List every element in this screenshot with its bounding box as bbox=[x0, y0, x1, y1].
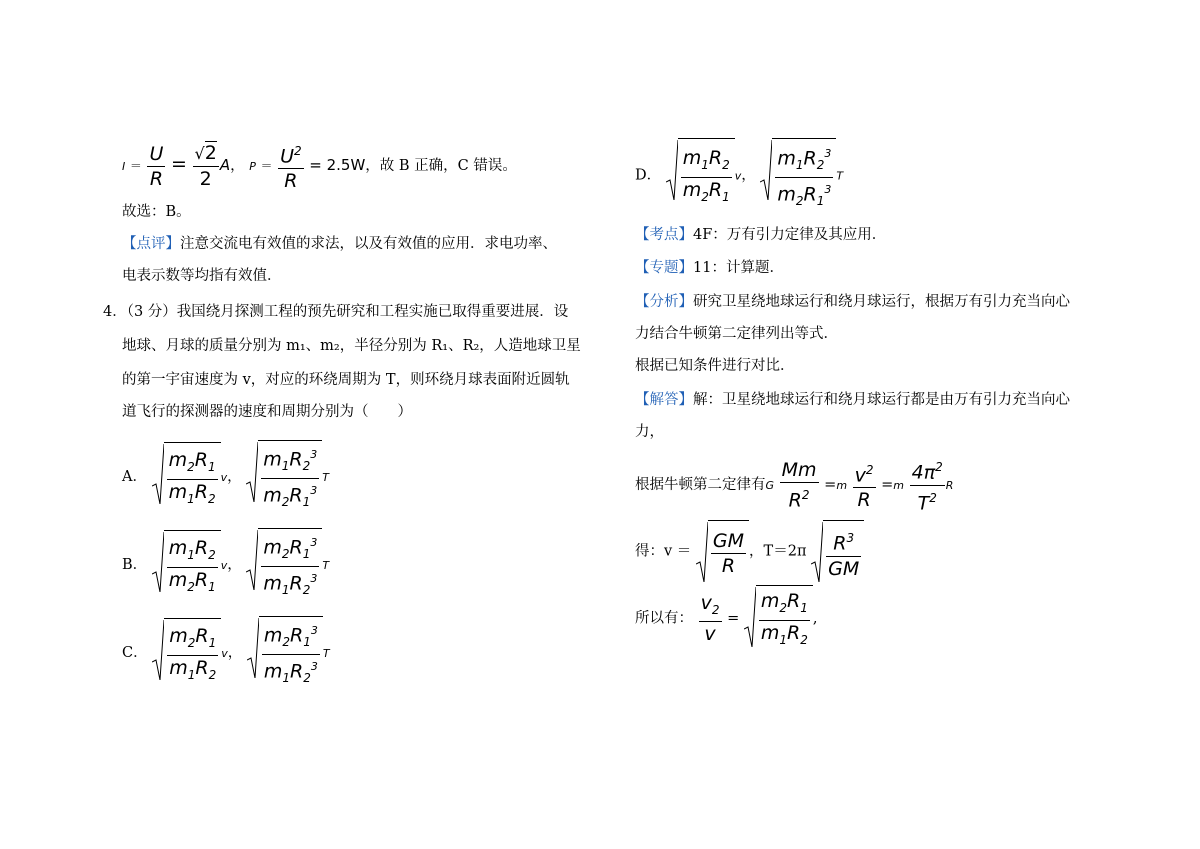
zhuanti-tag: 【专题】 bbox=[635, 260, 693, 276]
question-4-line-2: 地球、月球的质量分别为 m₁、m₂，半径分别为 R₁、R₂，人造地球卫星 bbox=[122, 338, 581, 354]
formula-line-current-power: I ＝ $\frac{U}{R}$ = $\frac{√2}{2}$ A， P ＝ $\frac{U^2}{R}$ = 2.5W，故 B 正确，C 错误。 bbox=[122, 136, 517, 192]
kaodian-line: 【考点】4F：万有引力定律及其应用． bbox=[635, 227, 887, 243]
jieda-line-2: 力， bbox=[635, 424, 664, 440]
kaodian-tag: 【考点】 bbox=[635, 227, 693, 243]
sqrt-option-b-period: $\frac{m_2R_1^3}{m_1R_2^3}$ bbox=[246, 528, 322, 602]
fraction-u2-over-r: $\frac{U^2}{R}$ bbox=[278, 139, 304, 193]
fenxi-line-2: 力结合牛顿第二定律列出等式． bbox=[635, 326, 838, 342]
sqrt-r3-over-gm: $\frac{R^3}{GM}$ bbox=[811, 520, 864, 583]
fraction-sqrt2-over-2: $\frac{√2}{2}$ bbox=[194, 142, 217, 190]
review-line-2: 电表示数等均指有效值． bbox=[122, 268, 282, 284]
jieda-tag: 【解答】 bbox=[635, 392, 693, 408]
sqrt-gm-over-r: $\frac{GM}{R}$ bbox=[696, 520, 749, 583]
review-line-1: 【点评】注意交流电有效值的求法，以及有效值的应用．求电功率、 bbox=[122, 236, 557, 252]
fraction-u-over-r: $\frac{U}{R}$ bbox=[149, 142, 164, 190]
option-d[interactable]: D． $\frac{m_1R_2}{m_2R_1}$ v， $\frac{m_1R_2^3}{m_2R_1^3}$ T bbox=[635, 138, 843, 210]
fenxi-line-3: 根据已知条件进行对比． bbox=[635, 358, 795, 374]
sqrt-option-a-velocity: $\frac{m_2R_1}{m_1R_2}$ bbox=[152, 442, 221, 513]
zhuanti-line: 【专题】11：计算题． bbox=[635, 260, 784, 276]
ratio-formula: 所以有： $\frac{v_2}{v}$ = $\frac{m_2R_1}{m_1R_2}$ , bbox=[635, 585, 817, 649]
review-tag: 【点评】 bbox=[122, 236, 180, 252]
sqrt-option-d-period: $\frac{m_1R_2^3}{m_2R_1^3}$ bbox=[760, 138, 836, 213]
fenxi-line-1: 【分析】研究卫星绕地球运行和绕月球运行，根据万有引力充当向心 bbox=[635, 294, 1070, 310]
sqrt-option-c-velocity: $\frac{m_2R_1}{m_1R_2}$ bbox=[152, 618, 221, 689]
velocity-period-formula: 得：v ＝ $\frac{GM}{R}$ ，T＝2π $\frac{R^3}{GM}$ bbox=[635, 520, 864, 580]
question-4-line-3: 的第一宇宙速度为 v，对应的环绕周期为 T，则环绕月球表面附近圆轨 bbox=[122, 372, 570, 388]
sqrt-option-c-period: $\frac{m_2R_1^3}{m_1R_2^3}$ bbox=[247, 616, 323, 690]
option-c[interactable]: C． $\frac{m_2R_1}{m_1R_2}$ v， $\frac{m_2R_1^3}{m_1R_2^3}$ T bbox=[122, 616, 330, 684]
question-4-line-1: 4．（3 分）我国绕月探测工程的预先研究和工程实施已取得重要进展．设 bbox=[103, 304, 569, 320]
fenxi-tag: 【分析】 bbox=[635, 294, 693, 310]
sqrt-option-a-period: $\frac{m_1R_2^3}{m_2R_1^3}$ bbox=[246, 440, 322, 514]
option-a[interactable]: A． $\frac{m_2R_1}{m_1R_2}$ v， $\frac{m_1R_2^3}{m_2R_1^3}$ T bbox=[122, 440, 329, 508]
sqrt-option-b-velocity: $\frac{m_1R_2}{m_2R_1}$ bbox=[152, 530, 221, 601]
sqrt-ratio: $\frac{m_2R_1}{m_1R_2}$ bbox=[744, 585, 813, 652]
sqrt-option-d-velocity: $\frac{m_1R_2}{m_2R_1}$ bbox=[666, 138, 735, 213]
question-4-line-4: 道飞行的探测器的速度和周期分别为（ ） bbox=[122, 404, 412, 420]
answer-choice-text: 故选：B。 bbox=[122, 204, 191, 220]
jieda-line-1: 【解答】解：卫星绕地球运行和绕月球运行都是由万有引力充当向心 bbox=[635, 392, 1070, 408]
newton-law-formula: 根据牛顿第二定律有G $\frac{Mm}{R^2}$ =m $\frac{v^2}{R}$ =m $\frac{4\pi^2}{T^2}$ R bbox=[635, 455, 953, 515]
option-b[interactable]: B． $\frac{m_1R_2}{m_2R_1}$ v， $\frac{m_2R_1^3}{m_1R_2^3}$ T bbox=[122, 528, 329, 596]
